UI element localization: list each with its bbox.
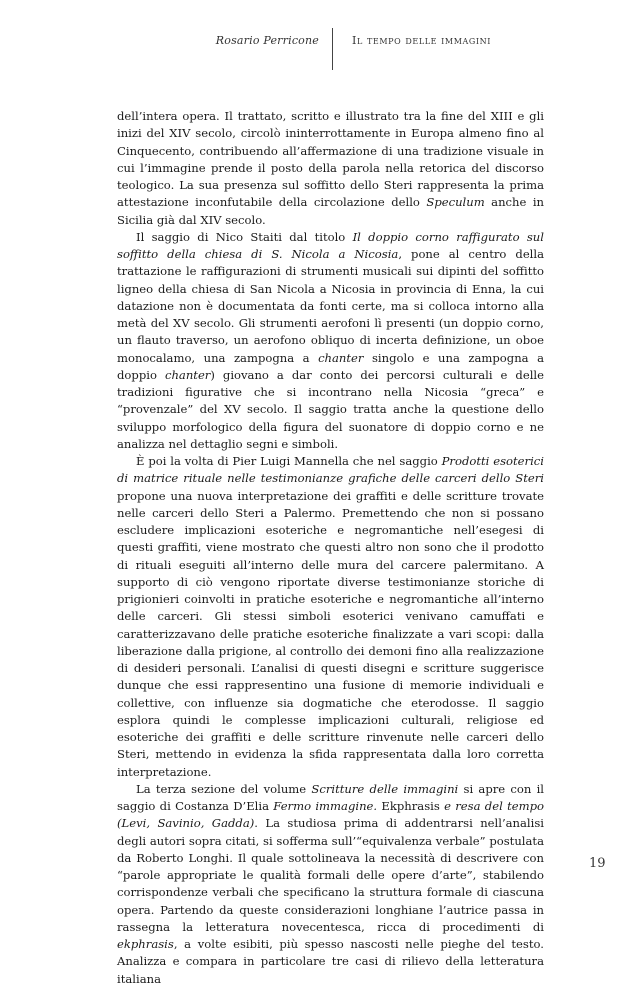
text-run: , a volte esibiti, più spesso nascosti nelle pieghe del testo. Analizza e compara in particolare tre casi di rilievo della letteratura italiana (117, 937, 544, 986)
text-run: propone una nuova interpretazione dei graffiti e delle scritture trovate nelle carceri dello Steri a Palermo. Premettendo che non si possano escludere implicazioni esoteriche e negromantiche nell’esegesi di questi graffiti, viene mostrato che questi altro non sono che il prodotto di rituali eseguiti all’interno delle mura del carcere palermitano. A supporto di ciò vengono riportate diverse testimonianze storiche di prigionieri coinvolti in pratiche esoteriche e negromantiche all’interno delle carceri. Gli stessi simboli esoterici venivano camuffati e caratterizzavano delle pratiche esoteriche finalizzate a vari scopi: dalla liberazione dalla prigione, al controllo dei demoni fino alla realizzazione di desideri personali. L’analisi di questi disegni e scritture suggerisce dunque che essi rappresentino una fusione di memorie individuali e collettive, con influenze sia dogmatiche che eterodosse. Il saggio esplora quindi le complesse implicazioni culturali, religiose ed esoteriche dei graffiti e delle scritture rinvenute nelle carceri dello Steri, mettendo in evidenza la sfida rappresentata dalla loro corretta interpretazione. (117, 488, 544, 779)
text-run: . La studiosa prima di addentrarsi nell’analisi degli autori sopra citati, si sofferma sull’“equivalenza verbale” postulata da Roberto Longhi. Il quale sottolineava la necessità di descrivere con “parole appropriate le qualità formali delle opere d’arte”, stabilendo corrispondenze verbali che specificano la struttura formale di ciascuna opera. Partendo da queste considerazioni longhiane l’autrice passa in rassegna la letteratura novecentesca, ricca di procedimenti di (117, 816, 544, 934)
paragraph (117, 229, 544, 453)
italic-text: chanter (164, 367, 211, 382)
header-divider (332, 28, 333, 70)
body-text (117, 108, 544, 988)
italic-text: Scritture delle immagini (311, 781, 459, 796)
italic-text: ekphrasis (117, 937, 174, 951)
text-run: La terza sezione del volume (136, 781, 312, 796)
text-run: singolo e una zampogna a doppio (117, 350, 544, 382)
text-run: Il saggio di Nico Staiti dal titolo (136, 229, 353, 244)
italic-text: Fermo immagine. (273, 799, 378, 813)
italic-text: Il doppio corno raffigurato sul soffitto della chiesa di S. Nicola a Nicosia (117, 229, 544, 261)
page-number: 19 (589, 856, 606, 871)
paragraph (117, 108, 544, 229)
text-run: anche in Sicilia già dal XIV secolo. (117, 195, 545, 227)
header-author: Rosario Perricone (215, 34, 319, 47)
header-title: Il tempo delle immagini (352, 34, 492, 47)
paragraph (117, 781, 544, 988)
paragraph (117, 453, 544, 781)
italic-text: Speculum (426, 195, 485, 210)
text-run: ) giovano a dar conto dei percorsi culturali e delle tradizioni figurative che si incontrano nella Nicosia “greca” e “provenzale” del XV secolo. Il saggio tratta anche la questione dello sviluppo morfologico della figura del suonatore di doppio corno e ne analizza nel dettaglio segni e simboli. (117, 367, 544, 451)
text-run: dell’intera opera. Il trattato, scritto e illustrato tra la fine del XIII e gli inizi del XIV secolo, circolò ininterrottamente in Europa almeno fino al Cinquecento, contribuendo all’affermazione di una tradizione visuale in cui l’immagine prende il posto della parola nella retorica del discorso teologico. La sua presenza sul soffitto dello Steri rappresenta la prima attestazione inconfutabile della circolazione dello (117, 109, 544, 210)
italic-text: chanter (318, 350, 364, 365)
text-run: si apre con il saggio di Costanza D’Elia (117, 781, 545, 813)
running-header (0, 28, 643, 68)
text-run: Ekphrasis (377, 799, 445, 813)
italic-text: Prodotti esoterici di matrice rituale nelle testimonianze grafiche delle carceri dello Steri (117, 454, 544, 486)
italic-text: e resa del tempo (Levi, Savinio, Gadda) (117, 799, 544, 831)
text-run: , pone al centro della trattazione le raffigurazioni di strumenti musicali sui dipinti del soffitto ligneo della chiesa di San Nicola a Nicosia in provincia di Enna, la cui datazione non è documentata da fonti certe, ma si colloca intorno alla metà del XV secolo. Gli strumenti aerofoni lì presenti (un doppio corno, un flauto traverso, un aerofono obliquo di incerta definizione, un oboe monocalamo, una zampogna a (117, 247, 545, 365)
text-run: È poi la volta di Pier Luigi Mannella che nel saggio (136, 454, 442, 468)
